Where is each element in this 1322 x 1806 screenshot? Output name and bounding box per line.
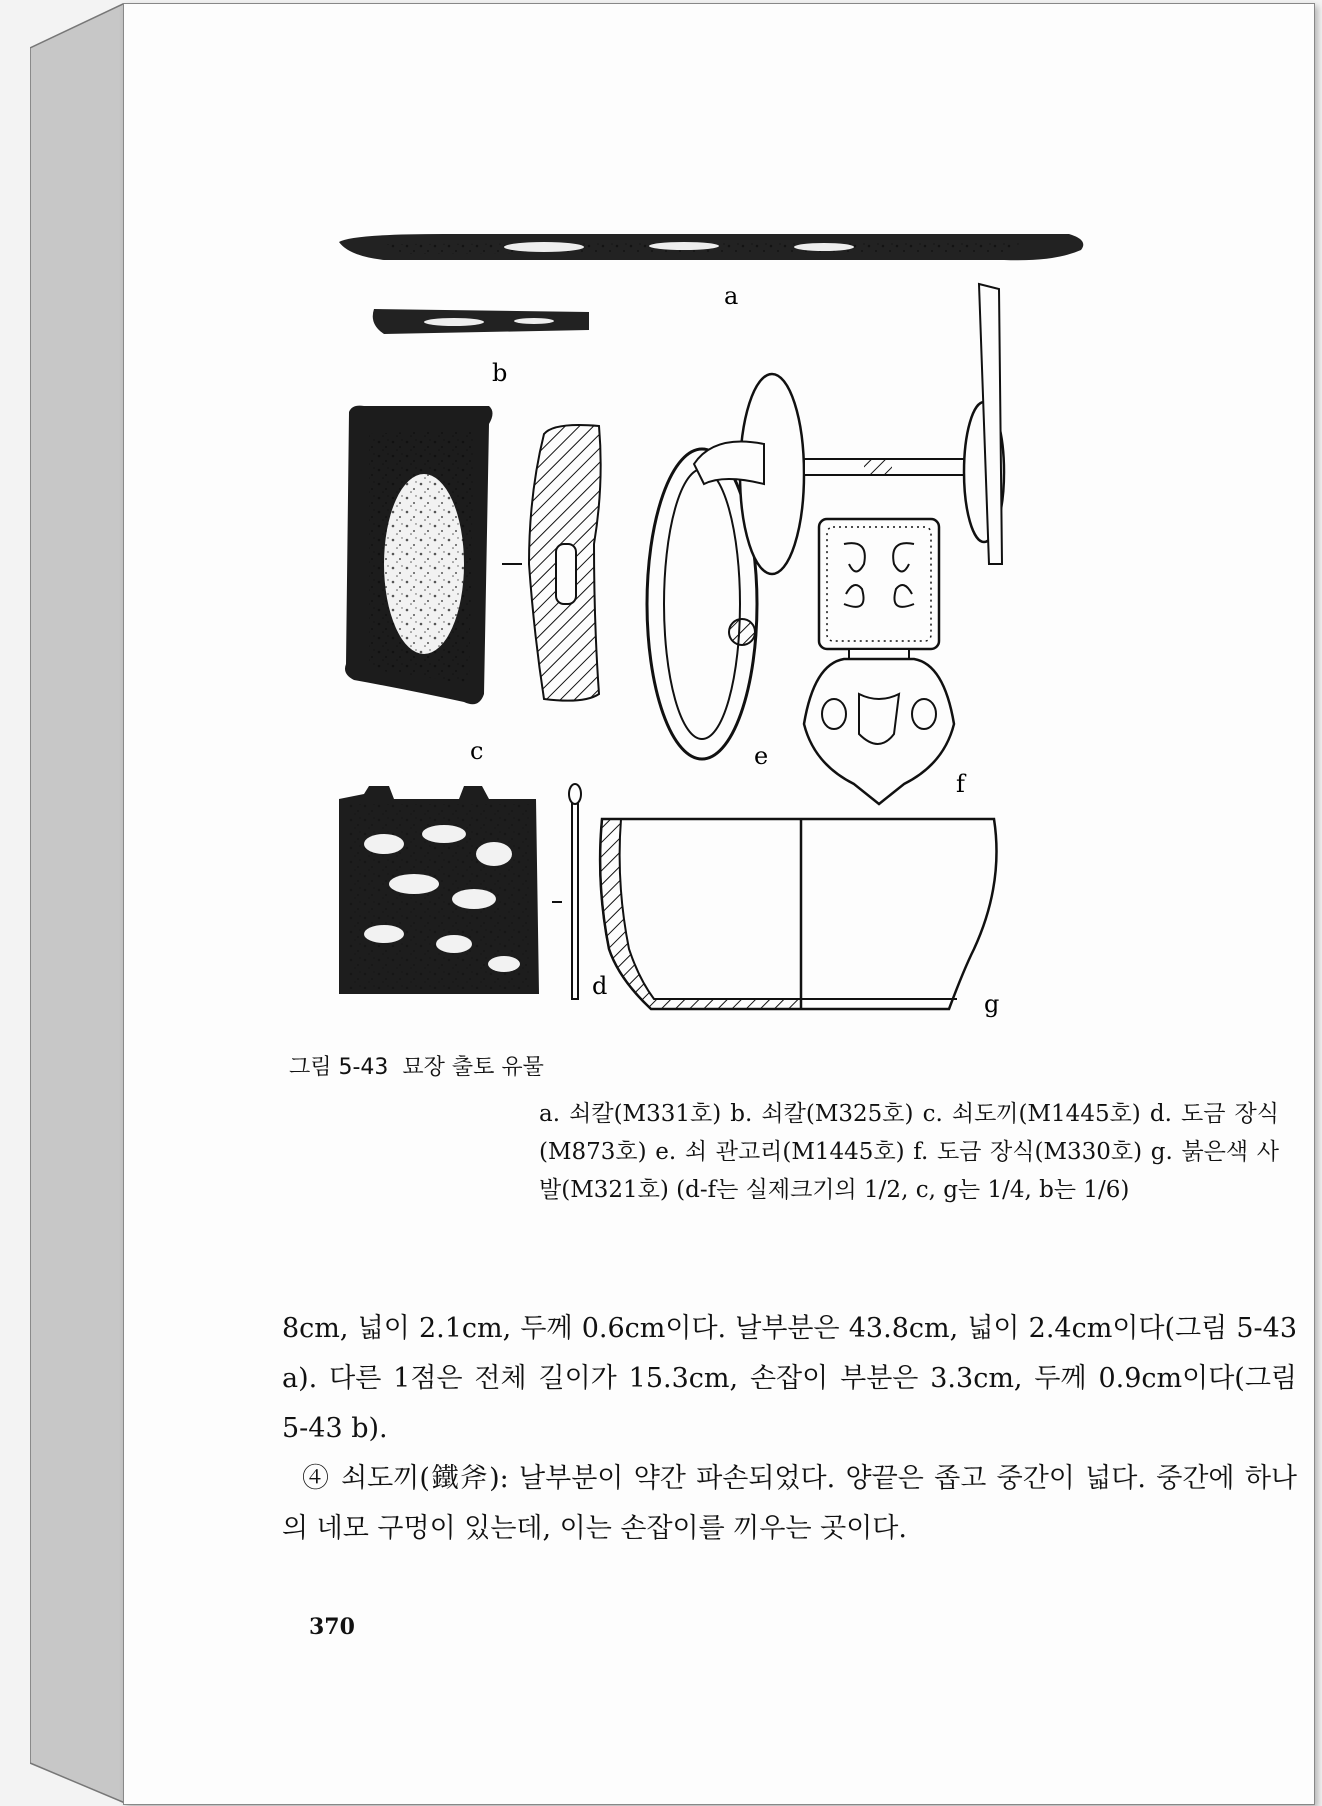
figure-label-g: g xyxy=(984,990,1000,1018)
body-paragraph-1: 8cm, 넓이 2.1cm, 두께 0.6cm이다. 날부분은 43.8cm, 넓이 2.4cm이다(그림 5-43 a). 다른 1점은 전체 길이가 15.3cm, 손잡이 부분은 3.3cm, 두께 0.9cm이다(그림 5-43 b). xyxy=(282,1313,1297,1444)
caption-title: 그림 5-43 묘장 출토 유물 xyxy=(289,1055,544,1080)
iron-knife-b xyxy=(373,309,589,334)
artifact-figure xyxy=(124,4,1314,1054)
figure-label-b: b xyxy=(492,359,508,387)
page-number: 370 xyxy=(309,1614,355,1640)
figure-caption xyxy=(289,1049,1279,1209)
figure-label-f: f xyxy=(956,770,965,798)
figure-label-a: a xyxy=(724,282,739,310)
book-page xyxy=(123,3,1315,1805)
iron-axe-c xyxy=(345,406,601,705)
book-spine xyxy=(30,3,125,1803)
body-paragraph-2: ④ 쇠도끼(鐵斧): 날부분이 약간 파손되었다. 양끝은 좁고 중간이 넓다. 중간에 하나의 네모 구멍이 있는데, 이는 손잡이를 끼우는 곳이다. xyxy=(282,1463,1297,1544)
gilt-ornament-d xyxy=(339,784,581,999)
figure-label-c: c xyxy=(470,737,484,765)
red-bowl-g xyxy=(600,819,996,1009)
figure-label-e: e xyxy=(754,742,769,770)
body-text xyxy=(282,1304,1297,1554)
gilt-ornament-f xyxy=(804,519,954,804)
figure-label-d: d xyxy=(592,972,608,1000)
caption-body: a. 쇠칼(M331호) b. 쇠칼(M325호) c. 쇠도끼(M1445호) d. 도금 장식(M873호) e. 쇠 관고리(M1445호) f. 도금 장식(M330호) g. 붉은색 사발(M321호) (d-f는 실제크기의 1/2, c, g는 1/4, b는 1/6) xyxy=(539,1101,1279,1203)
iron-knife-a xyxy=(339,234,1083,260)
